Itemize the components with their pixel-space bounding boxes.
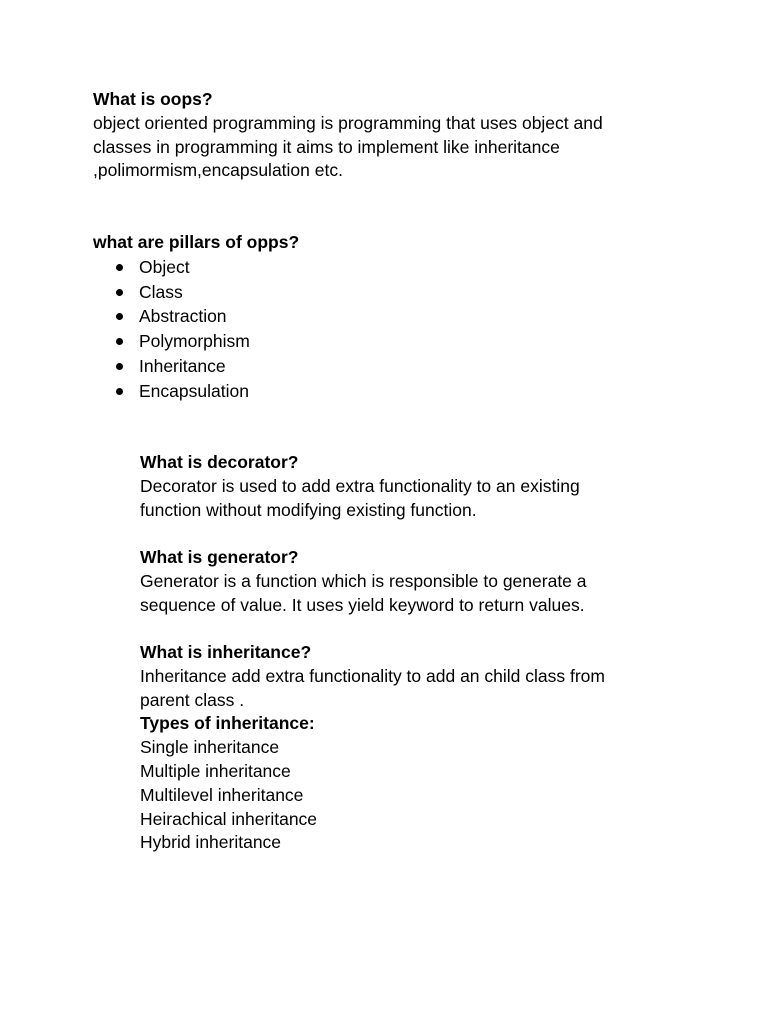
section-inheritance	[140, 641, 605, 855]
section-generator	[140, 546, 587, 617]
list-item: Abstraction	[93, 304, 299, 329]
inheritance-type: Hybrid inheritance	[140, 832, 282, 853]
section-decorator	[140, 451, 580, 522]
list-item: Object	[93, 255, 299, 280]
inheritance-type: Multiple inheritance	[140, 760, 291, 781]
paragraph-line: ,polimormism,encapsulation etc.	[93, 160, 343, 181]
paragraph-line: function without modifying existing function.	[140, 499, 477, 520]
paragraph-line: Generator is a function which is responsible to generate a	[140, 570, 587, 591]
paragraph-line: parent class .	[140, 689, 245, 710]
bullet-icon	[116, 264, 123, 271]
bullet-icon	[116, 289, 123, 296]
inheritance-type: Heirachical inheritance	[140, 808, 318, 829]
section-heading: what are pillars of opps?	[93, 232, 300, 252]
list-item: Encapsulation	[93, 379, 299, 404]
inheritance-type: Single inheritance	[140, 737, 280, 758]
list-item: Polymorphism	[93, 329, 299, 354]
section-heading: What is oops?	[93, 89, 213, 109]
section-oops	[93, 88, 603, 183]
section-heading: What is generator?	[140, 547, 299, 567]
list-item: Class	[93, 280, 299, 305]
section-heading: What is inheritance?	[140, 642, 312, 662]
paragraph-line: classes in programming it aims to implement like inheritance	[93, 136, 560, 157]
section-pillars	[93, 231, 299, 404]
bullet-icon	[116, 338, 123, 345]
list-item: Inheritance	[93, 354, 299, 379]
bullet-icon	[116, 313, 123, 320]
paragraph-line: Inheritance add extra functionality to add an child class from	[140, 665, 605, 686]
section-subheading: Types of inheritance:	[140, 713, 315, 734]
inheritance-type: Multilevel inheritance	[140, 784, 304, 805]
section-heading: What is decorator?	[140, 452, 299, 472]
paragraph-line: object oriented programming is programming that uses object and	[93, 112, 603, 133]
paragraph-line: Decorator is used to add extra functionality to an existing	[140, 475, 580, 496]
bullet-icon	[116, 363, 123, 370]
bullet-icon	[116, 388, 123, 395]
pillars-list	[93, 255, 299, 404]
paragraph-line: sequence of value. It uses yield keyword to return values.	[140, 594, 585, 615]
